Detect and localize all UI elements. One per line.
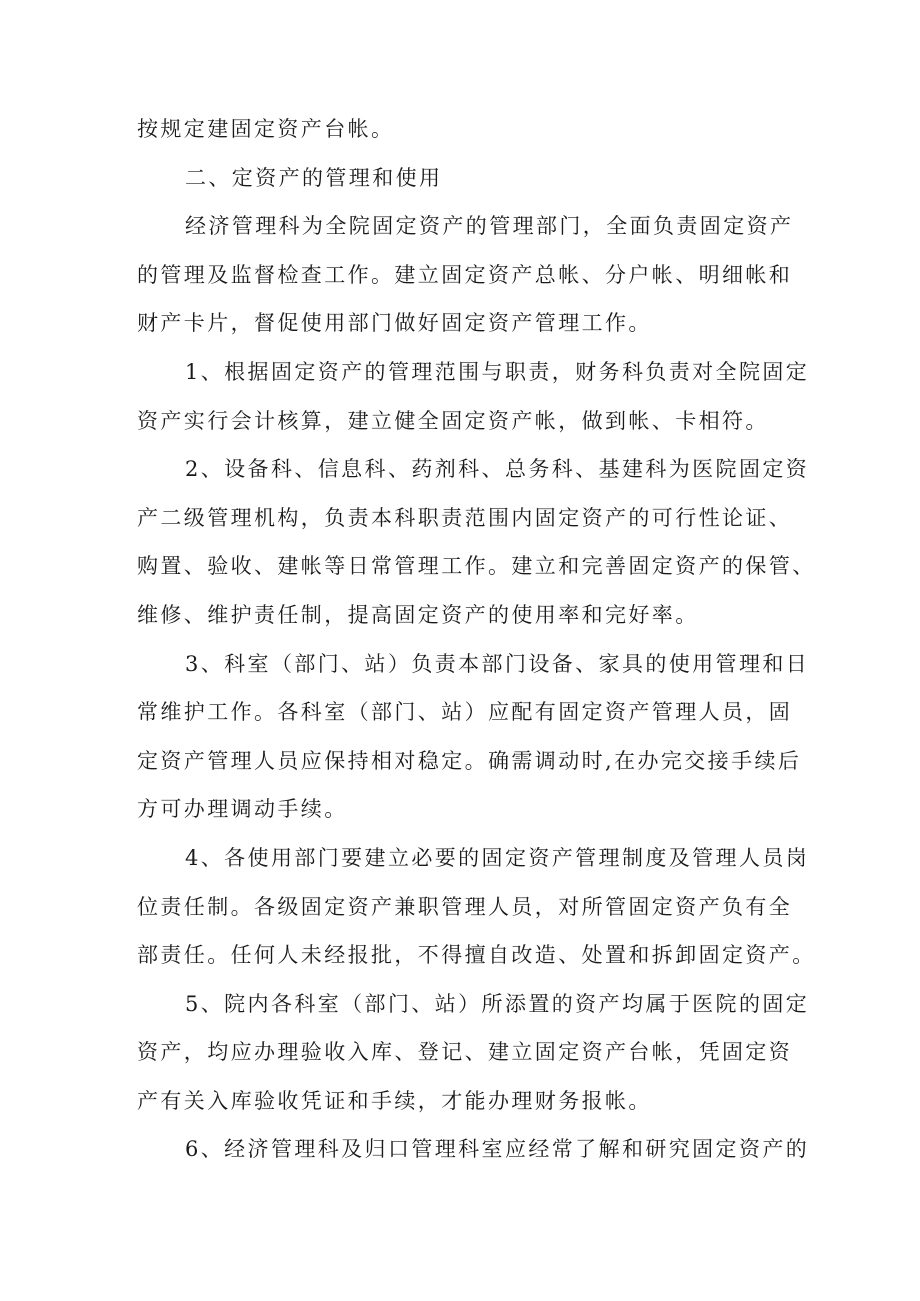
text-line: 维修、维护责任制，提高固定资产的使用率和完好率。	[137, 602, 699, 627]
text-line: 6、经济管理科及归口管理科室应经常了解和研究固定资产的	[185, 1137, 810, 1162]
section-heading: 二、定资产的管理和使用	[185, 165, 443, 190]
text-line: 财产卡片，督促使用部门做好固定资产管理工作。	[137, 311, 652, 336]
text-line: 2、设备科、信息科、药剂科、总务科、基建科为医院固定资	[185, 457, 810, 482]
text-line: 的管理及监督检查工作。建立固定资产总帐、分户帐、明细帐和	[137, 262, 793, 287]
text-line: 产有关入库验收凭证和手续，才能办理财务报帐。	[137, 1088, 652, 1113]
document-body	[137, 105, 816, 1174]
text-line: 资产实行会计核算，建立健全固定资产帐，做到帐、卡相符。	[137, 408, 769, 433]
text-line: 购置、验收、建帐等日常管理工作。建立和完善固定资产的保管、	[137, 554, 816, 579]
text-line: 3、科室（部门、站）负责本部门设备、家具的使用管理和日	[185, 651, 810, 676]
text-line: 位责任制。各级固定资产兼职管理人员，对所管固定资产负有全	[137, 894, 793, 919]
text-line: 常维护工作。各科室（部门、站）应配有固定资产管理人员，固	[137, 700, 793, 725]
text-line: 1、根据固定资产的管理范围与职责，财务科负责对全院固定	[185, 359, 810, 384]
text-line: 产二级管理机构，负责本科职责范围内固定资产的可行性论证、	[137, 505, 793, 530]
text-line: 部责任。任何人未经报批，不得擅自改造、处置和拆卸固定资产。	[137, 943, 816, 968]
text-line: 方可办理调动手续。	[137, 797, 348, 822]
text-line: 定资产管理人员应保持相对稳定。确需调动时,在办完交接手续后	[137, 748, 802, 773]
text-line: 4、各使用部门要建立必要的固定资产管理制度及管理人员岗	[185, 845, 810, 870]
text-line: 经济管理科为全院固定资产的管理部门，全面负责固定资产	[185, 214, 794, 239]
text-line: 5、院内各科室（部门、站）所添置的资产均属于医院的固定	[185, 991, 810, 1016]
text-line: 按规定建固定资产台帐。	[137, 117, 395, 141]
text-line: 资产，均应办理验收入库、登记、建立固定资产台帐，凭固定资	[137, 1040, 793, 1065]
